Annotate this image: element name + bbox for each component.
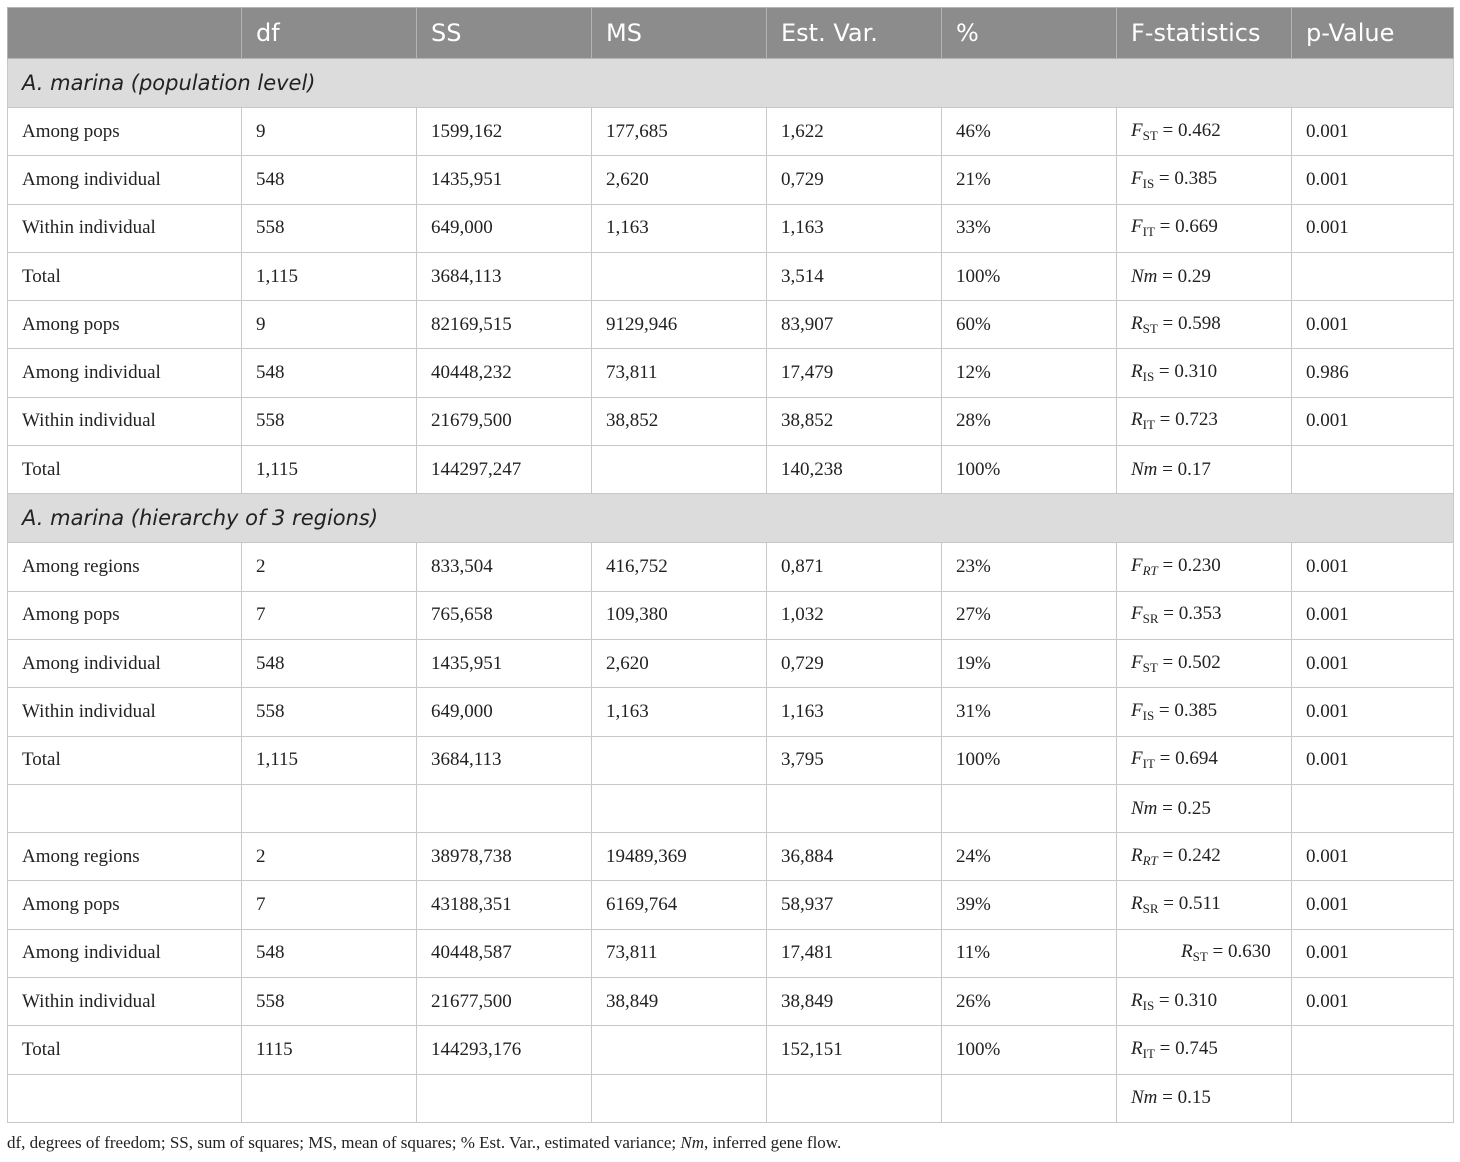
table-row [8, 591, 1454, 639]
cell-est-var: 36,884 [767, 833, 942, 881]
cell-ms: 1,163 [592, 688, 767, 736]
cell-p-value: 0.001 [1292, 736, 1454, 784]
cell-ss: 1435,951 [417, 639, 592, 687]
stat-symbol: R [1131, 1037, 1143, 1059]
table-body [8, 59, 1454, 1123]
table-row [8, 108, 1454, 156]
cell-ms: 73,811 [592, 349, 767, 397]
cell-df: 558 [242, 397, 417, 445]
stat-value: = 0.502 [1157, 651, 1221, 673]
stat-subscript: IS [1142, 369, 1155, 385]
stat-symbol: F [1131, 555, 1143, 577]
cell-ms: 38,852 [592, 397, 767, 445]
stat-value: = 0.745 [1154, 1037, 1218, 1059]
stat-subscript: ST [1142, 320, 1158, 336]
stat-symbol: Nm [1131, 458, 1158, 480]
cell-p-value: 0.001 [1292, 301, 1454, 349]
table-row [8, 1026, 1454, 1074]
footnote-nm-italic: Nm [680, 1133, 705, 1152]
cell-percent: 21% [942, 156, 1117, 204]
cell-ss: 40448,587 [417, 929, 592, 977]
cell-ss: 43188,351 [417, 881, 592, 929]
cell-percent [942, 1074, 1117, 1122]
table-row [8, 543, 1454, 591]
cell-p-value: 0.001 [1292, 881, 1454, 929]
cell-f-statistic [1117, 349, 1292, 397]
cell-est-var: 17,481 [767, 929, 942, 977]
table-row [8, 639, 1454, 687]
cell-df: 558 [242, 978, 417, 1026]
table-row [8, 204, 1454, 252]
cell-f-statistic [1117, 1026, 1292, 1074]
cell-df: 2 [242, 833, 417, 881]
cell-source: Among individual [8, 156, 242, 204]
cell-df: 1,115 [242, 252, 417, 300]
stat-value: = 0.511 [1158, 893, 1221, 915]
cell-f-statistic [1117, 108, 1292, 156]
stat-subscript: ST [1142, 659, 1158, 675]
cell-p-value: 0.001 [1292, 397, 1454, 445]
cell-p-value: 0.001 [1292, 591, 1454, 639]
stat-subscript: IT [1142, 417, 1155, 433]
cell-ms: 9129,946 [592, 301, 767, 349]
stat-symbol: F [1131, 167, 1143, 189]
cell-ms [592, 736, 767, 784]
cell-df: 1,115 [242, 736, 417, 784]
cell-p-value [1292, 252, 1454, 300]
table-row [8, 688, 1454, 736]
stat-subscript: SR [1142, 611, 1159, 627]
cell-est-var: 0,871 [767, 543, 942, 591]
cell-f-statistic [1117, 591, 1292, 639]
cell-source: Total [8, 252, 242, 300]
cell-ss: 649,000 [417, 204, 592, 252]
table-row [8, 929, 1454, 977]
cell-percent: 27% [942, 591, 1117, 639]
cell-p-value [1292, 1074, 1454, 1122]
header-row [8, 8, 1454, 59]
section-header-row [8, 59, 1454, 108]
cell-ms: 416,752 [592, 543, 767, 591]
stat-value: = 0.630 [1207, 941, 1271, 963]
cell-source: Among individual [8, 639, 242, 687]
cell-df: 558 [242, 688, 417, 736]
cell-ms: 109,380 [592, 591, 767, 639]
cell-est-var: 83,907 [767, 301, 942, 349]
stat-value: = 0.310 [1154, 989, 1218, 1011]
cell-source: Among individual [8, 349, 242, 397]
stat-subscript: IT [1142, 756, 1155, 772]
cell-source: Within individual [8, 688, 242, 736]
cell-ss: 765,658 [417, 591, 592, 639]
cell-f-statistic [1117, 639, 1292, 687]
cell-ms: 19489,369 [592, 833, 767, 881]
cell-f-statistic [1117, 543, 1292, 591]
stat-symbol: F [1131, 603, 1143, 625]
cell-df: 2 [242, 543, 417, 591]
table-row [8, 301, 1454, 349]
cell-f-statistic [1117, 156, 1292, 204]
stat-value: = 0.462 [1157, 119, 1221, 141]
cell-df: 7 [242, 591, 417, 639]
cell-percent: 24% [942, 833, 1117, 881]
stat-value: = 0.17 [1157, 458, 1211, 480]
stat-value: = 0.723 [1154, 409, 1218, 431]
cell-est-var: 0,729 [767, 639, 942, 687]
cell-percent: 100% [942, 1026, 1117, 1074]
cell-ss: 21679,500 [417, 397, 592, 445]
stat-value: = 0.598 [1157, 312, 1221, 334]
cell-est-var: 58,937 [767, 881, 942, 929]
cell-est-var: 1,163 [767, 204, 942, 252]
stat-value: = 0.310 [1154, 361, 1218, 383]
cell-est-var: 1,163 [767, 688, 942, 736]
stat-value: = 0.385 [1154, 167, 1218, 189]
cell-ms: 6169,764 [592, 881, 767, 929]
stat-symbol: R [1131, 893, 1143, 915]
stat-subscript: ST [1192, 949, 1208, 965]
cell-percent: 46% [942, 108, 1117, 156]
cell-percent: 100% [942, 446, 1117, 494]
cell-f-statistic [1117, 978, 1292, 1026]
cell-p-value [1292, 1026, 1454, 1074]
cell-source: Within individual [8, 397, 242, 445]
cell-f-statistic [1117, 736, 1292, 784]
cell-source: Total [8, 736, 242, 784]
cell-percent: 12% [942, 349, 1117, 397]
cell-percent: 33% [942, 204, 1117, 252]
cell-est-var: 3,514 [767, 252, 942, 300]
header-ss: SS [417, 8, 592, 59]
stat-symbol: R [1131, 989, 1143, 1011]
cell-p-value: 0.001 [1292, 543, 1454, 591]
cell-ss: 3684,113 [417, 736, 592, 784]
cell-source: Among regions [8, 543, 242, 591]
stat-subscript: SR [1142, 901, 1159, 917]
stat-symbol: R [1131, 409, 1143, 431]
cell-p-value: 0.001 [1292, 833, 1454, 881]
cell-percent: 23% [942, 543, 1117, 591]
stat-value: = 0.230 [1157, 555, 1221, 577]
cell-source: Among pops [8, 108, 242, 156]
table-row [8, 446, 1454, 494]
cell-ms [592, 784, 767, 832]
table-footnote: df, degrees of freedom; SS, sum of squares; MS, mean of squares; % Est. Var., estimated variance; Nm, inferred gene flow. [7, 1133, 842, 1152]
cell-p-value: 0.001 [1292, 204, 1454, 252]
cell-f-statistic [1117, 833, 1292, 881]
cell-est-var: 1,032 [767, 591, 942, 639]
cell-est-var: 1,622 [767, 108, 942, 156]
stat-symbol: F [1131, 748, 1143, 770]
cell-est-var [767, 1074, 942, 1122]
cell-p-value: 0.001 [1292, 639, 1454, 687]
cell-f-statistic [1117, 784, 1292, 832]
header-percent: % [942, 8, 1117, 59]
stat-subscript: RT [1142, 852, 1158, 868]
cell-ss: 1599,162 [417, 108, 592, 156]
cell-percent [942, 784, 1117, 832]
cell-f-statistic [1117, 1074, 1292, 1122]
table-row [8, 1074, 1454, 1122]
stat-symbol: F [1131, 651, 1143, 673]
cell-percent: 100% [942, 252, 1117, 300]
cell-est-var [767, 784, 942, 832]
cell-f-statistic [1117, 881, 1292, 929]
cell-source: Among pops [8, 881, 242, 929]
cell-percent: 31% [942, 688, 1117, 736]
stat-subscript: IT [1142, 224, 1155, 240]
cell-ss: 144297,247 [417, 446, 592, 494]
cell-source: Total [8, 446, 242, 494]
cell-est-var: 152,151 [767, 1026, 942, 1074]
cell-ss: 1435,951 [417, 156, 592, 204]
cell-f-statistic [1117, 252, 1292, 300]
cell-source [8, 1074, 242, 1122]
cell-percent: 28% [942, 397, 1117, 445]
cell-ms: 73,811 [592, 929, 767, 977]
cell-df: 1,115 [242, 446, 417, 494]
header-f-statistics: F-statistics [1117, 8, 1292, 59]
header-ms: MS [592, 8, 767, 59]
section-header-row [8, 494, 1454, 543]
cell-p-value [1292, 446, 1454, 494]
cell-est-var: 38,852 [767, 397, 942, 445]
table-row [8, 349, 1454, 397]
stat-subscript: IS [1142, 997, 1155, 1013]
cell-df [242, 784, 417, 832]
cell-f-statistic [1117, 301, 1292, 349]
cell-df: 1115 [242, 1026, 417, 1074]
cell-source: Within individual [8, 204, 242, 252]
stat-value: = 0.353 [1158, 603, 1222, 625]
table-row [8, 833, 1454, 881]
cell-percent: 39% [942, 881, 1117, 929]
cell-f-statistic [1117, 204, 1292, 252]
amova-table-container [7, 7, 1453, 1123]
table-row [8, 881, 1454, 929]
cell-ss: 21677,500 [417, 978, 592, 1026]
cell-percent: 60% [942, 301, 1117, 349]
cell-source: Among individual [8, 929, 242, 977]
stat-value: = 0.25 [1157, 797, 1211, 819]
cell-f-statistic [1117, 688, 1292, 736]
cell-ms: 2,620 [592, 639, 767, 687]
stat-symbol: Nm [1131, 1087, 1158, 1109]
cell-f-statistic [1117, 446, 1292, 494]
cell-ss: 40448,232 [417, 349, 592, 397]
cell-percent: 11% [942, 929, 1117, 977]
cell-source: Among pops [8, 591, 242, 639]
cell-percent: 26% [942, 978, 1117, 1026]
cell-df: 7 [242, 881, 417, 929]
stat-subscript: IT [1142, 1045, 1155, 1061]
header-df: df [242, 8, 417, 59]
table-row [8, 736, 1454, 784]
stat-value: = 0.242 [1157, 844, 1221, 866]
cell-ms: 1,163 [592, 204, 767, 252]
amova-table [7, 7, 1454, 1123]
cell-df: 9 [242, 301, 417, 349]
cell-est-var: 3,795 [767, 736, 942, 784]
cell-df: 548 [242, 349, 417, 397]
stat-symbol: F [1131, 699, 1143, 721]
cell-percent: 19% [942, 639, 1117, 687]
stat-value: = 0.15 [1157, 1087, 1211, 1109]
cell-df: 548 [242, 929, 417, 977]
cell-p-value: 0.001 [1292, 108, 1454, 156]
cell-ss [417, 1074, 592, 1122]
cell-df: 548 [242, 639, 417, 687]
cell-p-value [1292, 784, 1454, 832]
cell-ms [592, 1026, 767, 1074]
stat-subscript: RT [1142, 563, 1158, 579]
stat-subscript: IS [1142, 707, 1155, 723]
cell-source [8, 784, 242, 832]
stat-symbol: R [1131, 361, 1143, 383]
table-row [8, 978, 1454, 1026]
table-row [8, 784, 1454, 832]
table-row [8, 156, 1454, 204]
cell-df: 558 [242, 204, 417, 252]
cell-df: 9 [242, 108, 417, 156]
stat-subscript: ST [1142, 127, 1158, 143]
cell-est-var: 17,479 [767, 349, 942, 397]
cell-source: Among pops [8, 301, 242, 349]
cell-ms: 38,849 [592, 978, 767, 1026]
cell-source: Within individual [8, 978, 242, 1026]
cell-f-statistic [1117, 929, 1292, 977]
stat-value: = 0.29 [1157, 265, 1211, 287]
stat-symbol: Nm [1131, 265, 1158, 287]
stat-value: = 0.385 [1154, 699, 1218, 721]
cell-est-var: 0,729 [767, 156, 942, 204]
cell-ss: 38978,738 [417, 833, 592, 881]
cell-source: Total [8, 1026, 242, 1074]
stat-subscript: IS [1142, 175, 1155, 191]
cell-p-value: 0.001 [1292, 929, 1454, 977]
cell-ms [592, 446, 767, 494]
cell-p-value: 0.986 [1292, 349, 1454, 397]
stat-symbol: F [1131, 216, 1143, 238]
stat-symbol: R [1131, 312, 1143, 334]
table-row [8, 252, 1454, 300]
cell-ss: 833,504 [417, 543, 592, 591]
cell-ms: 177,685 [592, 108, 767, 156]
cell-ms [592, 252, 767, 300]
cell-df [242, 1074, 417, 1122]
cell-ss: 82169,515 [417, 301, 592, 349]
cell-ss [417, 784, 592, 832]
stat-value: = 0.669 [1154, 216, 1218, 238]
stat-value: = 0.694 [1154, 748, 1218, 770]
stat-symbol: Nm [1131, 797, 1158, 819]
table-row [8, 397, 1454, 445]
stat-symbol: F [1131, 119, 1143, 141]
section-title: A. marina (hierarchy of 3 regions) [8, 494, 1454, 543]
cell-est-var: 38,849 [767, 978, 942, 1026]
cell-ss: 649,000 [417, 688, 592, 736]
cell-df: 548 [242, 156, 417, 204]
cell-ms: 2,620 [592, 156, 767, 204]
cell-f-statistic [1117, 397, 1292, 445]
header-source [8, 8, 242, 59]
header-est-var: Est. Var. [767, 8, 942, 59]
section-title: A. marina (population level) [8, 59, 1454, 108]
cell-source: Among regions [8, 833, 242, 881]
cell-p-value: 0.001 [1292, 156, 1454, 204]
cell-est-var: 140,238 [767, 446, 942, 494]
cell-p-value: 0.001 [1292, 688, 1454, 736]
cell-p-value: 0.001 [1292, 978, 1454, 1026]
header-p-value: p-Value [1292, 8, 1454, 59]
stat-symbol: R [1131, 844, 1143, 866]
stat-symbol: R [1181, 941, 1193, 963]
cell-ss: 144293,176 [417, 1026, 592, 1074]
cell-percent: 100% [942, 736, 1117, 784]
cell-ms [592, 1074, 767, 1122]
cell-ss: 3684,113 [417, 252, 592, 300]
